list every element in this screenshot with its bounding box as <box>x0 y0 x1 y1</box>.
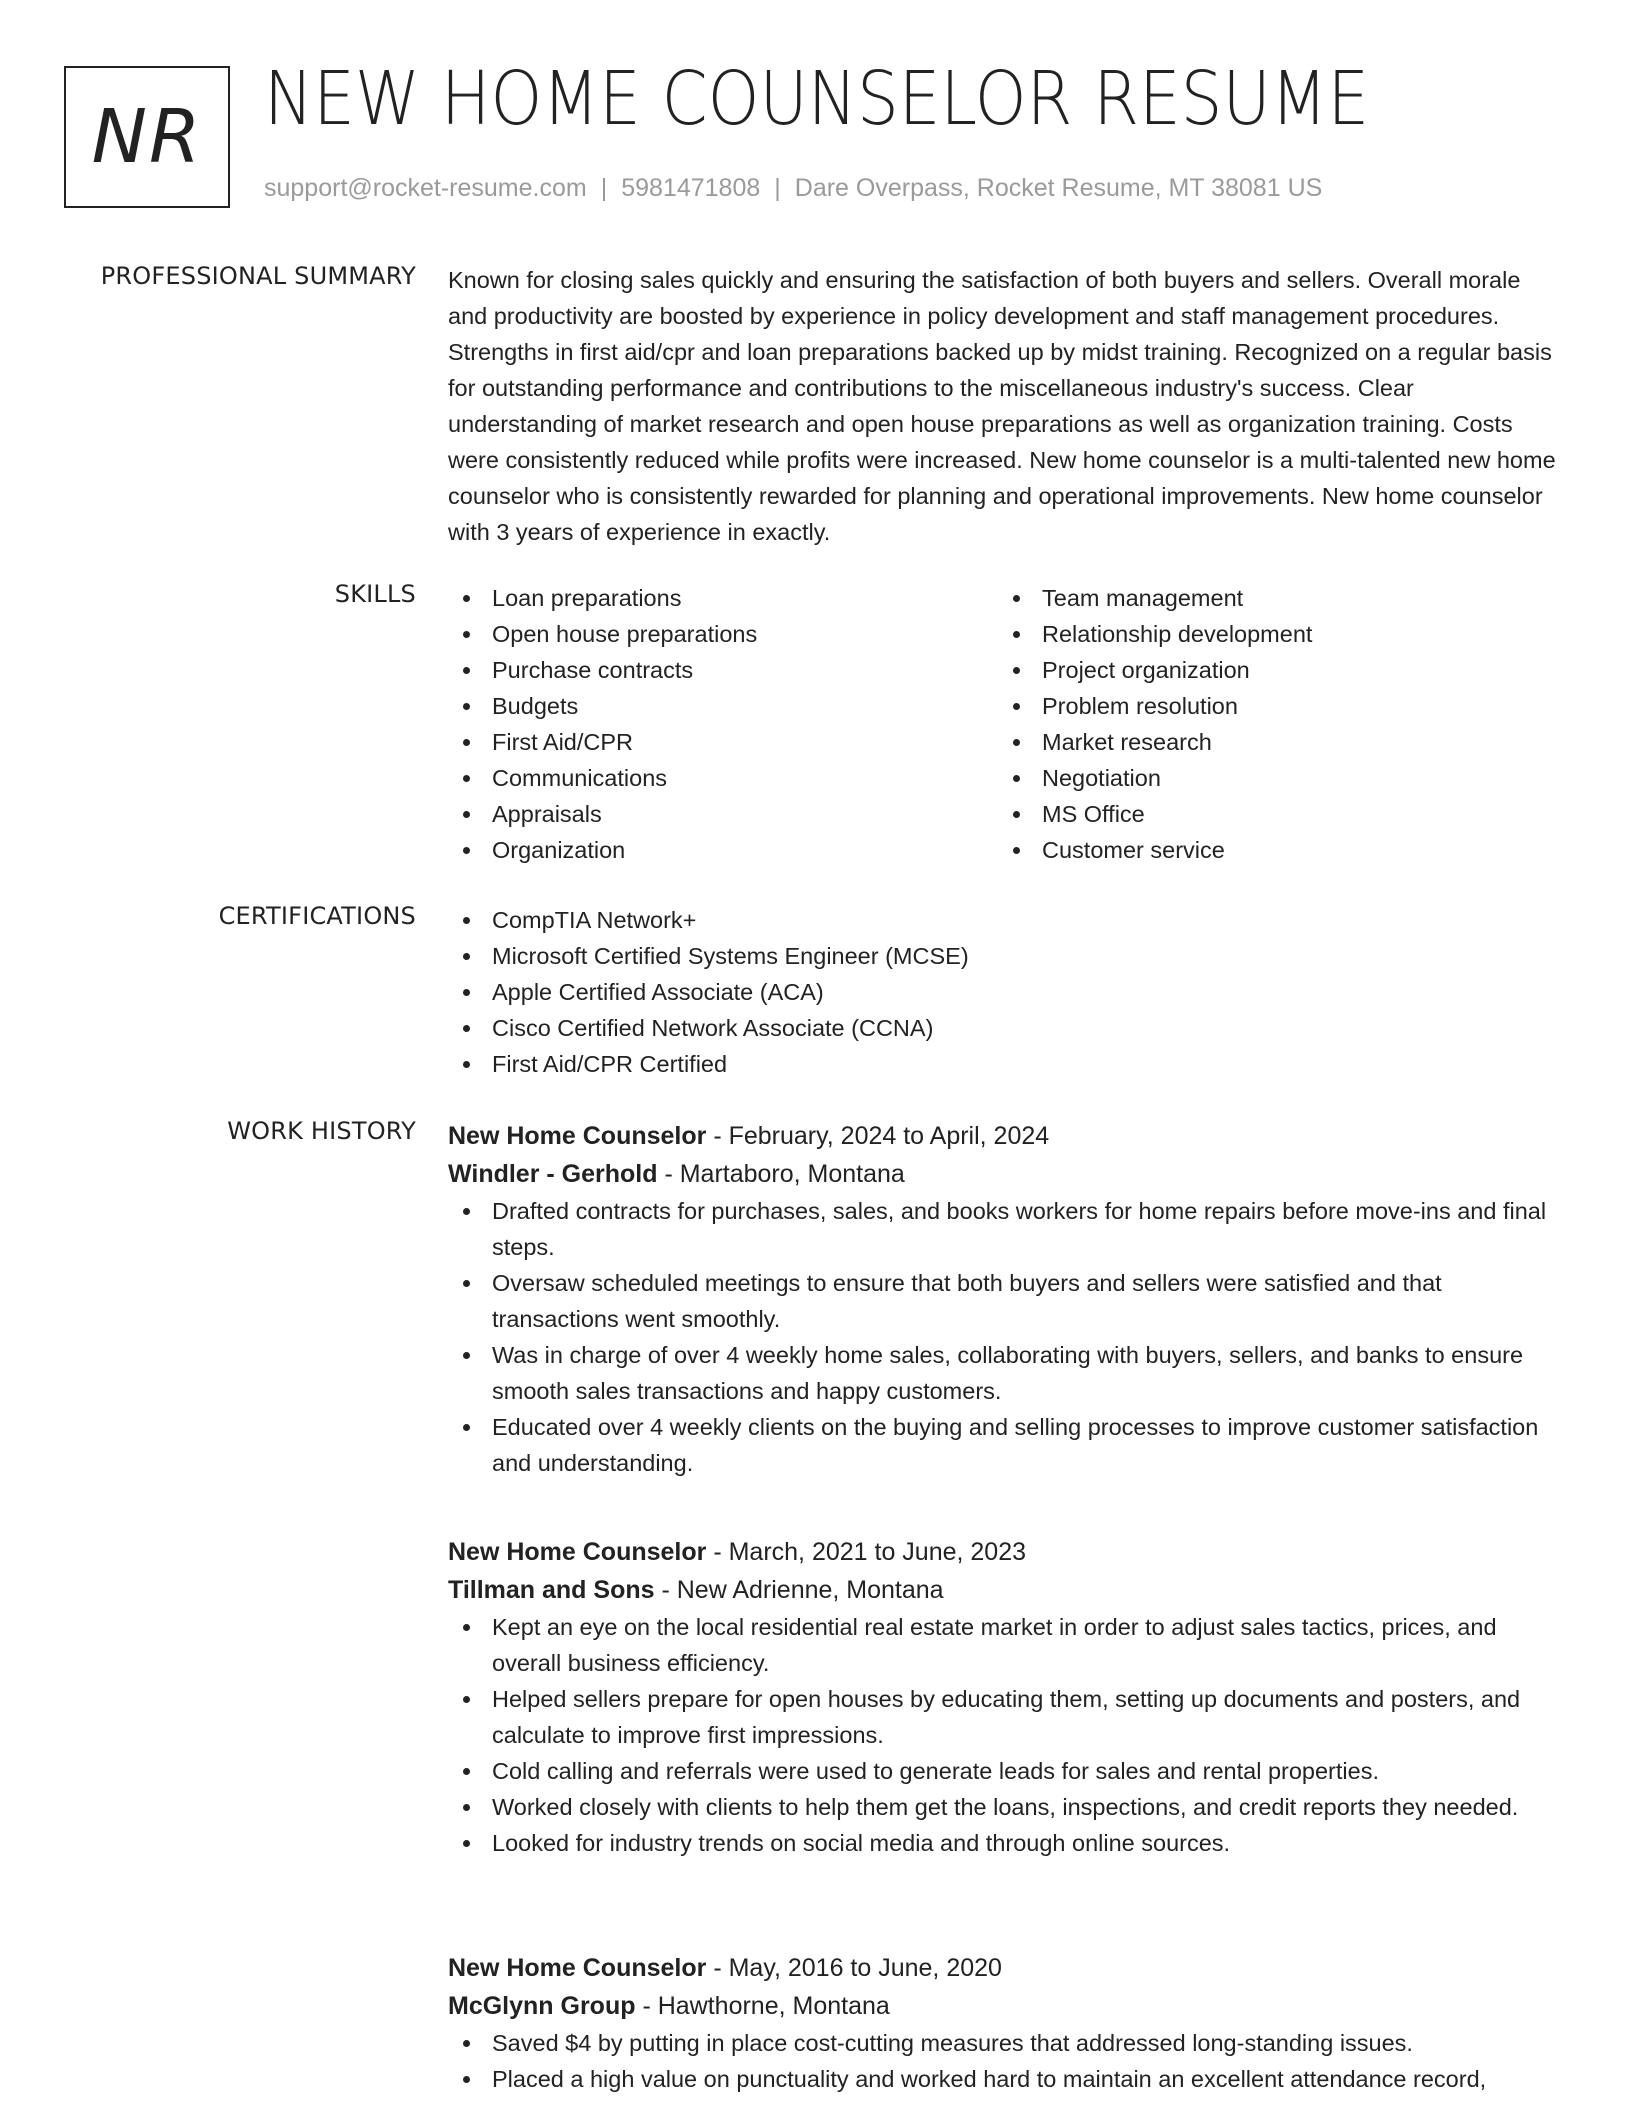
job-company: Windler - Gerhold <box>448 1160 658 1188</box>
job-dates: February, 2024 to April, 2024 <box>728 1122 1050 1150</box>
job-dash: - <box>657 1160 680 1188</box>
job-bullet: Helped sellers prepare for open houses by educating them, setting up documents and posters, and calculate to improve first impressions. <box>448 1681 1558 1753</box>
job-dash: - <box>706 1538 729 1566</box>
contact-address: Dare Overpass, Rocket Resume, MT 38081 US <box>794 174 1323 202</box>
section-label-summary: PROFESSIONAL SUMMARY <box>100 262 416 290</box>
job-dates: May, 2016 to June, 2020 <box>728 1954 1002 1982</box>
skills-list <box>448 580 1558 868</box>
job-company-line <box>448 1155 1558 1193</box>
certification-item: Microsoft Certified Systems Engineer (MCSE) <box>448 938 1558 974</box>
job-bullet: Kept an eye on the local residential real estate market in order to adjust sales tactics, prices, and overall business efficiency. <box>448 1609 1558 1681</box>
certification-item: Apple Certified Associate (ACA) <box>448 974 1558 1010</box>
job-company: McGlynn Group <box>448 1992 636 2020</box>
page-title: NEW HOME COUNSELOR RESUME <box>264 56 1370 142</box>
job-bullet: Cold calling and referrals were used to generate leads for sales and rental properties. <box>448 1753 1558 1789</box>
skill-item: Loan preparations <box>448 580 998 616</box>
job-entry <box>448 1117 1558 1481</box>
skill-item: First Aid/CPR <box>448 724 998 760</box>
section-label-work-history: WORK HISTORY <box>227 1117 416 1145</box>
skill-item: Open house preparations <box>448 616 998 652</box>
contact-separator: | <box>600 174 608 202</box>
job-location: New Adrienne, Montana <box>676 1576 944 1604</box>
skill-item: Organization <box>448 832 998 868</box>
skill-item: Communications <box>448 760 998 796</box>
skill-item: Purchase contracts <box>448 652 998 688</box>
skill-item: Customer service <box>998 832 1548 868</box>
skill-item: Project organization <box>998 652 1548 688</box>
section-label-certifications: CERTIFICATIONS <box>218 902 416 930</box>
job-dash: - <box>706 1122 729 1150</box>
job-bullet: Saved $4 by putting in place cost-cutting measures that addressed long-standing issues. <box>448 2025 1558 2061</box>
job-bullets <box>448 1193 1558 1481</box>
job-bullet: Educated over 4 weekly clients on the buying and selling processes to improve customer satisfaction and understanding. <box>448 1409 1558 1481</box>
job-company: Tillman and Sons <box>448 1576 655 1604</box>
skills-column-left <box>448 580 998 868</box>
job-dash: - <box>706 1954 729 1982</box>
certification-item: CompTIA Network+ <box>448 902 1558 938</box>
job-bullets <box>448 2025 1558 2097</box>
job-bullet: Drafted contracts for purchases, sales, and books workers for home repairs before move-ins and final steps. <box>448 1193 1558 1265</box>
job-bullets <box>448 1609 1558 1861</box>
certifications-list <box>448 902 1558 1082</box>
job-title: New Home Counselor <box>448 1122 707 1150</box>
contact-line <box>264 174 1322 203</box>
job-company-line <box>448 1987 1558 2025</box>
job-bullet: Worked closely with clients to help them get the loans, inspections, and credit reports they needed. <box>448 1789 1558 1825</box>
job-title: New Home Counselor <box>448 1538 707 1566</box>
job-company-line <box>448 1571 1558 1609</box>
job-entry <box>448 1949 1558 2097</box>
skill-item: Appraisals <box>448 796 998 832</box>
job-entry <box>448 1533 1558 1861</box>
job-bullet: Looked for industry trends on social media and through online sources. <box>448 1825 1558 1861</box>
job-dash: - <box>654 1576 677 1604</box>
certification-item: First Aid/CPR Certified <box>448 1046 1558 1082</box>
skill-item: Market research <box>998 724 1548 760</box>
job-location: Martaboro, Montana <box>679 1160 905 1188</box>
skill-item: Negotiation <box>998 760 1548 796</box>
contact-email: support@rocket-resume.com <box>264 174 587 202</box>
skill-item: Problem resolution <box>998 688 1548 724</box>
job-bullet: Oversaw scheduled meetings to ensure that both buyers and sellers were satisfied and that transactions went smoothly. <box>448 1265 1558 1337</box>
skill-item: Relationship development <box>998 616 1548 652</box>
job-title-line <box>448 1949 1558 1987</box>
job-title: New Home Counselor <box>448 1954 707 1982</box>
skill-item: Budgets <box>448 688 998 724</box>
job-title-line <box>448 1533 1558 1571</box>
job-dash: - <box>635 1992 658 2020</box>
contact-phone: 5981471808 <box>621 174 761 202</box>
job-bullet: Placed a high value on punctuality and worked hard to maintain an excellent attendance record, <box>448 2061 1558 2097</box>
contact-separator: | <box>774 174 781 202</box>
job-location: Hawthorne, Montana <box>657 1992 890 2020</box>
skill-item: MS Office <box>998 796 1548 832</box>
job-title-line <box>448 1117 1558 1155</box>
skill-item: Team management <box>998 580 1548 616</box>
certification-item: Cisco Certified Network Associate (CCNA) <box>448 1010 1558 1046</box>
job-dates: March, 2021 to June, 2023 <box>728 1538 1027 1566</box>
summary-text: Known for closing sales quickly and ensuring the satisfaction of both buyers and sellers. Overall morale and productivity are boosted by experience in policy development and staff management procedures. Strengths in first aid/cpr and loan preparations backed up by midst training. Recognized on a regular basis for outstanding performance and contributions to the miscellaneous industry's success. Clear understanding of market research and open house preparations as well as organization training. Costs were consistently reduced while profits were increased. New home counselor is a multi-talented new home counselor who is consistently rewarded for planning and operational improvements. New home counselor with 3 years of experience in exactly. <box>448 267 1556 545</box>
skills-column-right <box>998 580 1548 868</box>
job-bullet: Was in charge of over 4 weekly home sales, collaborating with buyers, sellers, and banks to ensure smooth sales transactions and happy customers. <box>448 1337 1558 1409</box>
section-label-skills: SKILLS <box>334 580 416 608</box>
monogram-badge: NR <box>64 66 230 208</box>
